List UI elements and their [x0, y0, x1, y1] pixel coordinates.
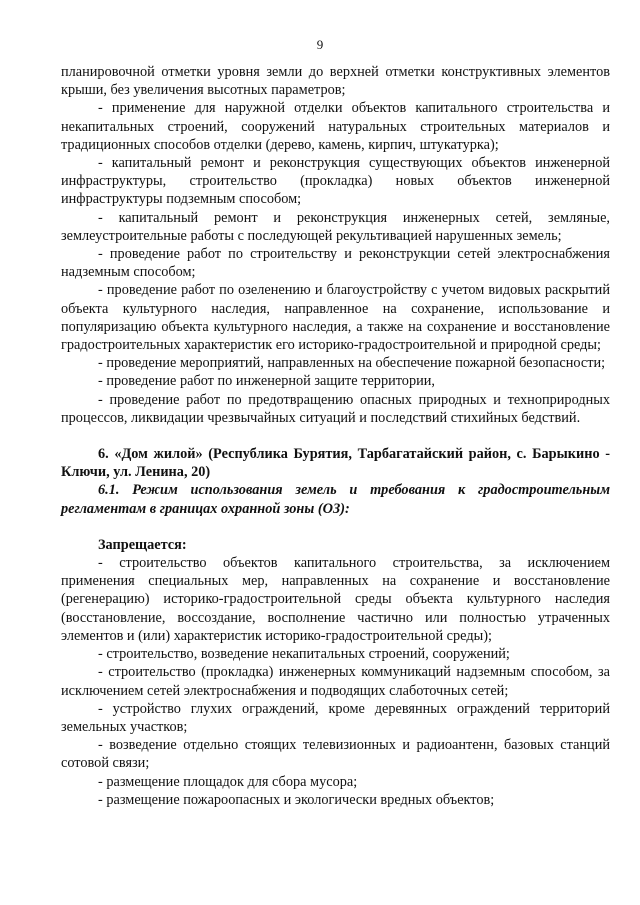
paragraph: - проведение работ по озеленению и благоустройству с учетом видовых раскрытий объекта культурного наследия, направленное на сохранение, использование и популяризацию объекта культурного наследия, а также на сохранение и восстановление градостроительных характеристик его историко-градостроительной и природной среды; [61, 282, 610, 354]
spacer [61, 427, 610, 445]
paragraph: - капитальный ремонт и реконструкция существующих объектов инженерной инфраструктуры, строительство (прокладка) новых объектов инженерной инфраструктуры подземным способом; [61, 155, 610, 208]
paragraph: - строительство объектов капитального строительства, за исключением применения специальных мер, направленных на сохранение и восстановление (регенерацию) историко-градостроительной среды объекта культурного наследия (восстановление, воссоздание, восполнение частично или полностью утраченных элементов и (или) характеристик историко-градостроительной среды); [61, 555, 610, 644]
page-number: 9 [316, 37, 324, 52]
paragraph: - строительство (прокладка) инженерных коммуникаций надземным способом, за исключением сетей электроснабжения и подводящих слаботочных сетей; [61, 664, 610, 699]
prohibited-label: Запрещается: [98, 536, 187, 553]
spacer [61, 518, 610, 536]
paragraph: - проведение работ по строительству и реконструкции сетей электроснабжения надземным способом; [61, 246, 610, 281]
paragraph: планировочной отметки уровня земли до верхней отметки конструктивных элементов крыши, без увеличения высотных параметров; [61, 64, 610, 99]
paragraph: - размещение площадок для сбора мусора; [98, 773, 358, 790]
paragraph: - проведение работ по предотвращению опасных природных и техноприродных процессов, ликвидации чрезвычайных ситуаций и последствий стихийных бедствий. [61, 391, 610, 426]
paragraph: - применение для наружной отделки объектов капитального строительства и некапитальных строений, сооружений натуральных строительных материалов и традиционных способов отделки (дерево, камень, кирпич, штукатурка); [61, 100, 610, 153]
section-heading: 6. «Дом жилой» (Республика Бурятия, Тарбагатайский район, с. Барыкино - Ключи, ул. Ленина, 20) [61, 446, 610, 481]
subsection-heading: 6.1. Режим использования земель и требования к градостроительным регламентам в границах охранной зоны (ОЗ): [61, 482, 610, 517]
document-body [61, 63, 610, 809]
paragraph: - проведение мероприятий, направленных на обеспечение пожарной безопасности; [98, 355, 606, 372]
paragraph: - строительство, возведение некапитальных строений, сооружений; [98, 646, 510, 663]
paragraph: - размещение пожароопасных и экологически вредных объектов; [98, 791, 495, 808]
paragraph: - проведение работ по инженерной защите территории, [98, 373, 435, 390]
paragraph: - устройство глухих ограждений, кроме деревянных ограждений территорий земельных участков; [61, 700, 610, 735]
paragraph: - капитальный ремонт и реконструкция инженерных сетей, земляные, землеустроительные работы с последующей рекультивацией нарушенных земель; [61, 209, 610, 244]
paragraph: - возведение отдельно стоящих телевизионных и радиоантенн, базовых станций сотовой связи; [61, 737, 610, 772]
